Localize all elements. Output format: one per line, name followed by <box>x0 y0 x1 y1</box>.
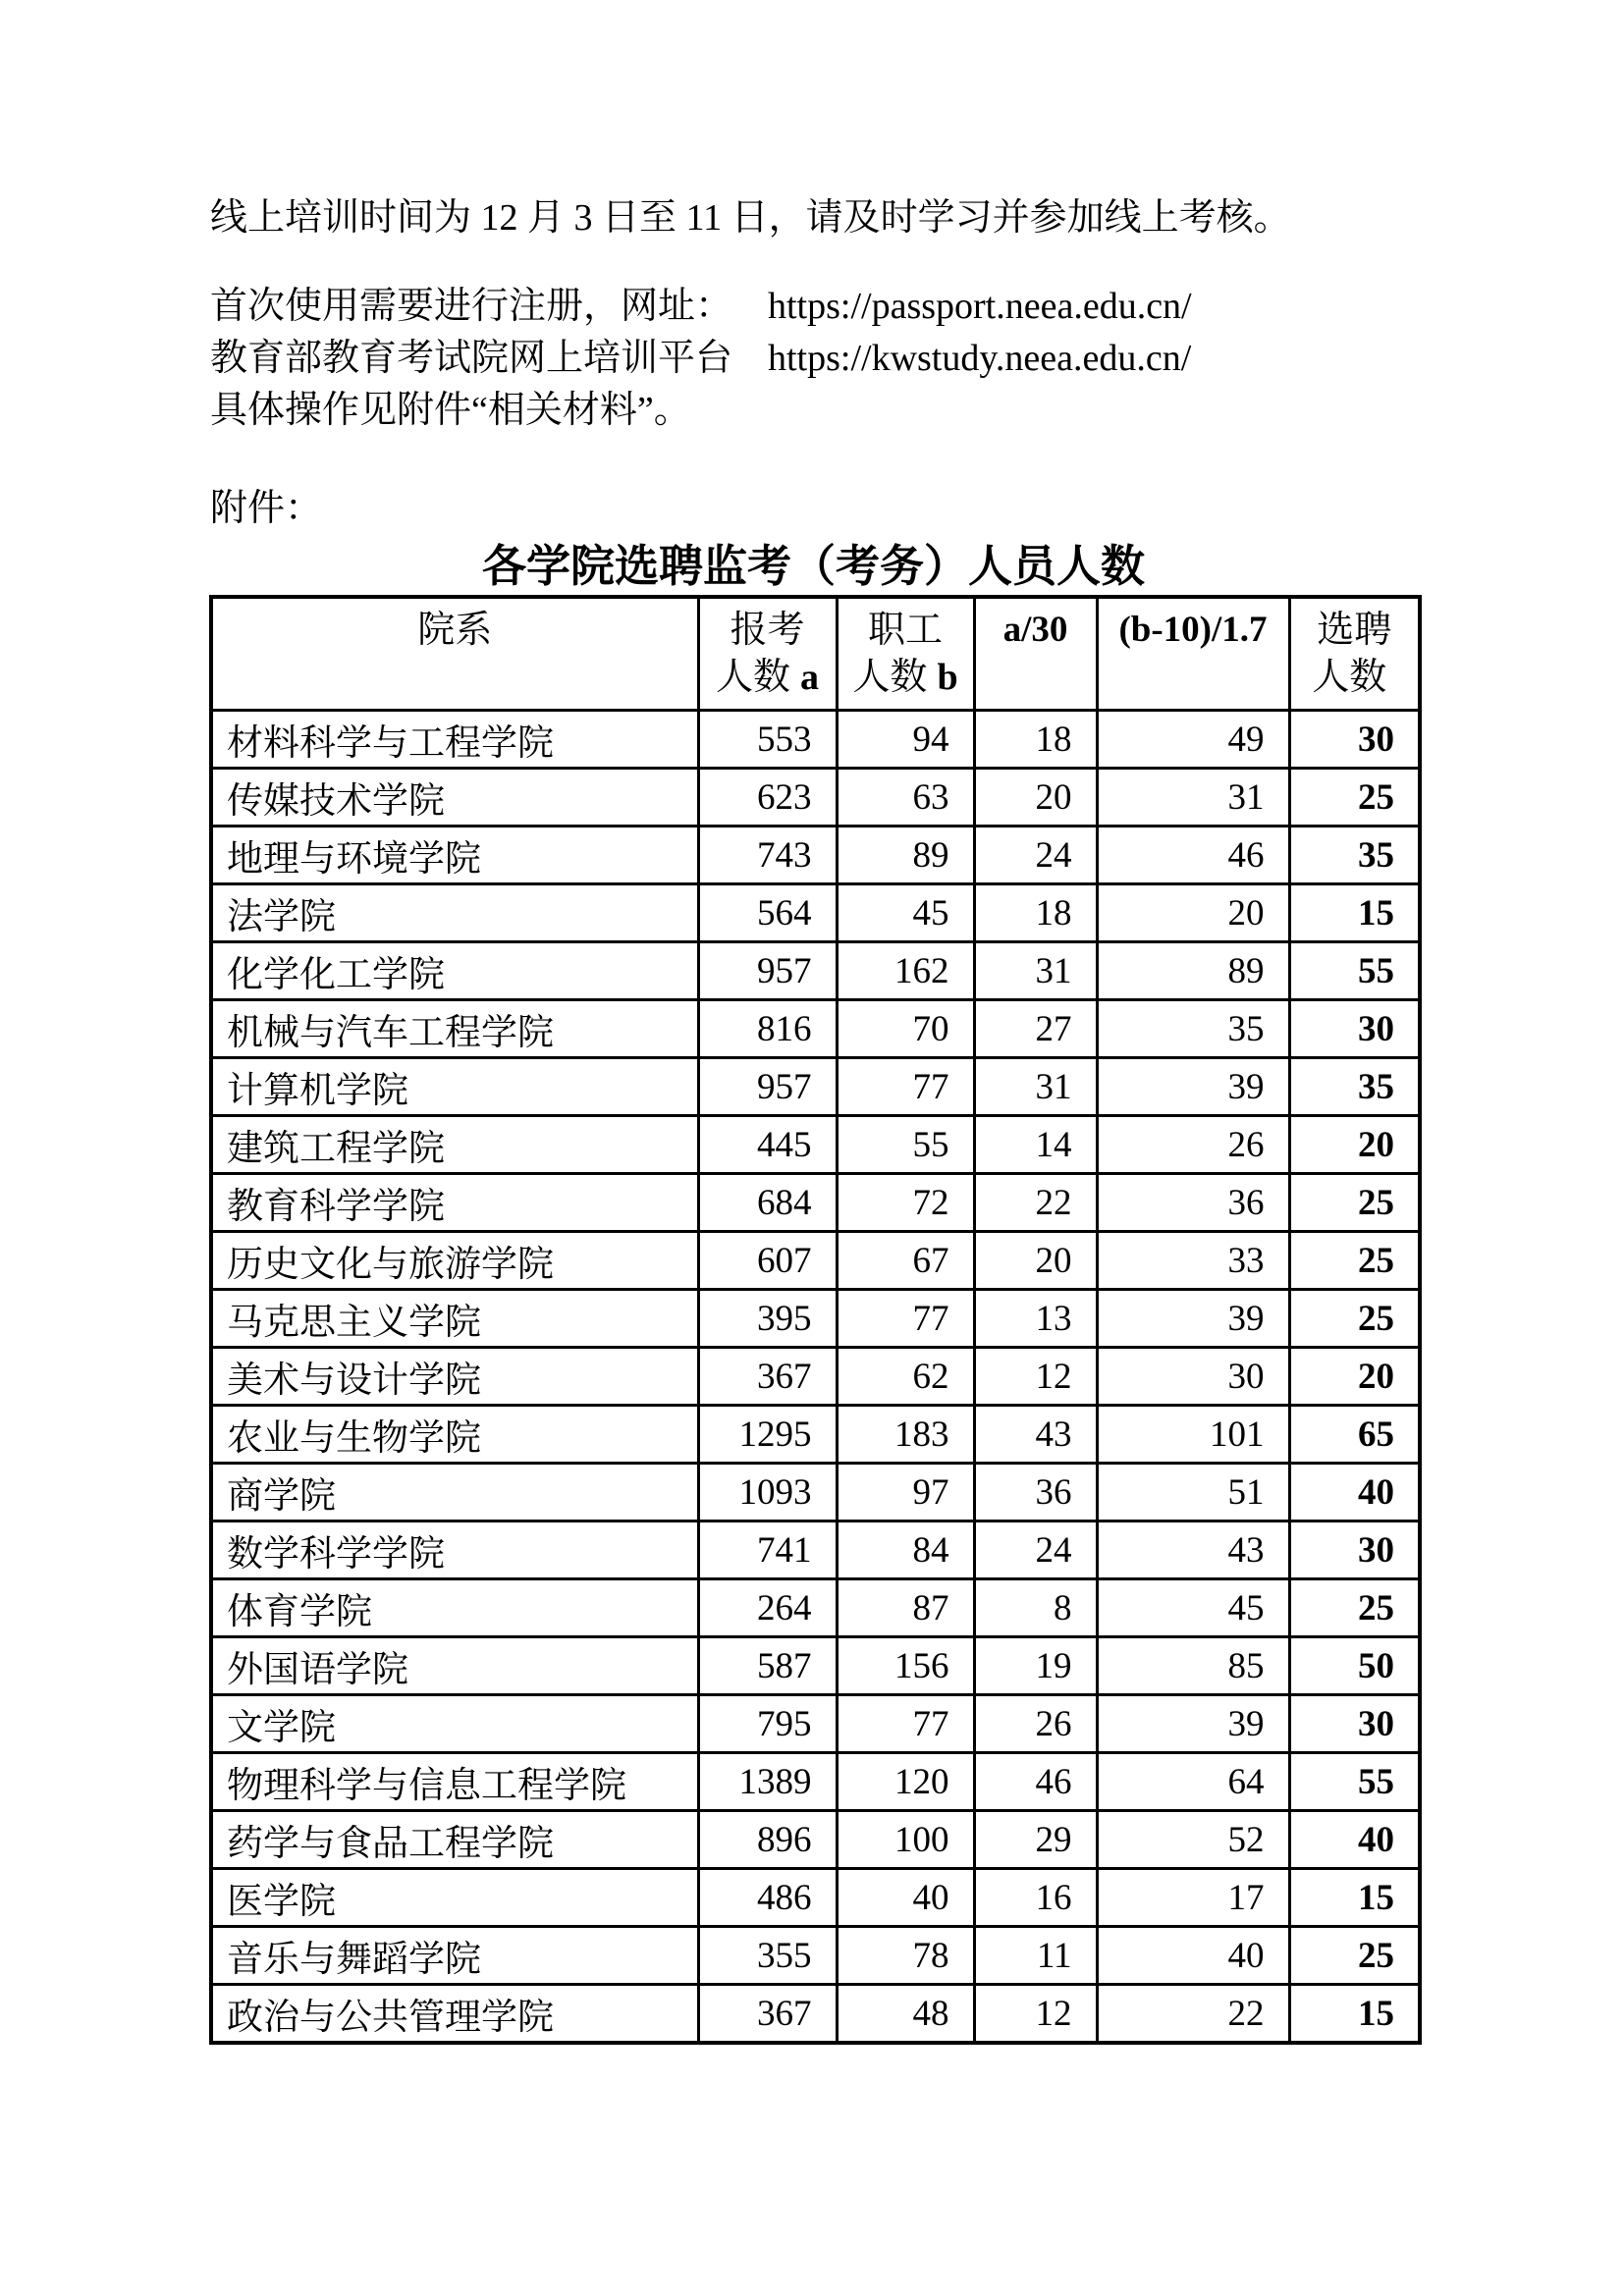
b-formula-cell: 39 <box>1097 1290 1289 1348</box>
selected-count-cell: 15 <box>1289 1985 1420 2044</box>
a-div-30-cell: 12 <box>974 1985 1097 2044</box>
selected-count-cell: 30 <box>1289 1695 1420 1753</box>
table-header-row <box>211 597 1420 711</box>
b-formula-cell: 26 <box>1097 1116 1289 1174</box>
staff-b-cell: 48 <box>837 1985 974 2044</box>
table-row <box>211 1522 1420 1579</box>
a-div-30-cell: 31 <box>974 942 1097 1000</box>
college-name-cell: 药学与食品工程学院 <box>211 1811 698 1869</box>
table-title: 各学院选聘监考（考务）人员人数 <box>481 542 1145 591</box>
registration-paragraph <box>210 281 1192 437</box>
b-formula-cell: 101 <box>1097 1406 1289 1464</box>
applicants-a-cell: 445 <box>698 1116 837 1174</box>
a-div-30-cell: 43 <box>974 1406 1097 1464</box>
college-name-cell: 音乐与舞蹈学院 <box>211 1927 698 1985</box>
table-row <box>211 827 1420 884</box>
applicants-a-cell: 743 <box>698 827 837 884</box>
selected-count-cell: 15 <box>1289 884 1420 942</box>
a-div-30-cell: 12 <box>974 1348 1097 1406</box>
applicants-a-cell: 1389 <box>698 1753 837 1811</box>
applicants-a-cell: 486 <box>698 1869 837 1927</box>
college-name-cell: 美术与设计学院 <box>211 1348 698 1406</box>
applicants-a-cell: 355 <box>698 1927 837 1985</box>
b-formula-cell: 89 <box>1097 942 1289 1000</box>
b-formula-cell: 36 <box>1097 1174 1289 1232</box>
selected-count-cell: 15 <box>1289 1869 1420 1927</box>
applicants-a-cell: 896 <box>698 1811 837 1869</box>
staff-b-cell: 67 <box>837 1232 974 1290</box>
register-label: 首次使用需要进行注册，网址： <box>210 286 733 327</box>
college-name-cell: 机械与汽车工程学院 <box>211 1000 698 1058</box>
a-div-30-cell: 18 <box>974 884 1097 942</box>
selected-count-cell: 50 <box>1289 1637 1420 1695</box>
a-div-30-cell: 8 <box>974 1579 1097 1637</box>
b-formula-cell: 17 <box>1097 1869 1289 1927</box>
table-row <box>211 1695 1420 1753</box>
a-div-30-cell: 24 <box>974 1522 1097 1579</box>
table-row <box>211 1116 1420 1174</box>
b-formula-cell: 49 <box>1097 711 1289 769</box>
col-header-selected-count: 选聘 人数 <box>1289 597 1420 711</box>
a-div-30-cell: 11 <box>974 1927 1097 1985</box>
college-name-cell: 商学院 <box>211 1464 698 1522</box>
college-name-cell: 农业与生物学院 <box>211 1406 698 1464</box>
col-header-department: 院系 <box>211 597 698 711</box>
college-name-cell: 化学化工学院 <box>211 942 698 1000</box>
b-formula-cell: 39 <box>1097 1695 1289 1753</box>
applicants-a-cell: 587 <box>698 1637 837 1695</box>
register-line <box>210 281 1192 333</box>
a-div-30-cell: 31 <box>974 1058 1097 1116</box>
staff-b-cell: 78 <box>837 1927 974 1985</box>
b-formula-cell: 85 <box>1097 1637 1289 1695</box>
platform-label: 教育部教育考试院网上培训平台 <box>210 338 733 379</box>
applicants-a-cell: 684 <box>698 1174 837 1232</box>
col-header-a-div-30: a/30 <box>974 597 1097 711</box>
a-div-30-cell: 26 <box>974 1695 1097 1753</box>
staff-b-cell: 77 <box>837 1695 974 1753</box>
applicants-a-cell: 564 <box>698 884 837 942</box>
college-name-cell: 传媒技术学院 <box>211 769 698 827</box>
table-row <box>211 1058 1420 1116</box>
staff-b-cell: 156 <box>837 1637 974 1695</box>
selected-count-cell: 40 <box>1289 1811 1420 1869</box>
selected-count-cell: 30 <box>1289 1522 1420 1579</box>
college-name-cell: 政治与公共管理学院 <box>211 1985 698 2044</box>
table-row <box>211 1579 1420 1637</box>
table-row <box>211 1637 1420 1695</box>
selected-count-cell: 35 <box>1289 827 1420 884</box>
register-url: https://passport.neea.edu.cn/ <box>768 286 1192 327</box>
college-name-cell: 材料科学与工程学院 <box>211 711 698 769</box>
a-div-30-cell: 27 <box>974 1000 1097 1058</box>
table-row <box>211 1000 1420 1058</box>
applicants-a-cell: 367 <box>698 1348 837 1406</box>
college-name-cell: 体育学院 <box>211 1579 698 1637</box>
col-header-staff-b: 职工 人数 b <box>837 597 974 711</box>
platform-url: https://kwstudy.neea.edu.cn/ <box>768 338 1192 379</box>
selected-count-cell: 25 <box>1289 769 1420 827</box>
table-row <box>211 884 1420 942</box>
table-row <box>211 1290 1420 1348</box>
staff-b-cell: 87 <box>837 1579 974 1637</box>
staff-b-cell: 162 <box>837 942 974 1000</box>
staff-b-cell: 84 <box>837 1522 974 1579</box>
col-header-b-formula: (b-10)/1.7 <box>1097 597 1289 711</box>
table-row <box>211 1985 1420 2044</box>
platform-line <box>210 333 1192 385</box>
b-formula-cell: 22 <box>1097 1985 1289 2044</box>
college-name-cell: 外国语学院 <box>211 1637 698 1695</box>
college-name-cell: 历史文化与旅游学院 <box>211 1232 698 1290</box>
staff-b-cell: 77 <box>837 1058 974 1116</box>
applicants-a-cell: 1295 <box>698 1406 837 1464</box>
b-formula-cell: 30 <box>1097 1348 1289 1406</box>
b-formula-cell: 51 <box>1097 1464 1289 1522</box>
table-row <box>211 1753 1420 1811</box>
applicants-a-cell: 623 <box>698 769 837 827</box>
table-row <box>211 711 1420 769</box>
selected-count-cell: 30 <box>1289 711 1420 769</box>
selected-count-cell: 25 <box>1289 1232 1420 1290</box>
staff-b-cell: 72 <box>837 1174 974 1232</box>
b-formula-cell: 33 <box>1097 1232 1289 1290</box>
b-formula-cell: 20 <box>1097 884 1289 942</box>
table-row <box>211 1927 1420 1985</box>
staff-selection-table <box>209 595 1422 2045</box>
a-div-30-cell: 14 <box>974 1116 1097 1174</box>
college-name-cell: 地理与环境学院 <box>211 827 698 884</box>
staff-b-cell: 94 <box>837 711 974 769</box>
selected-count-cell: 55 <box>1289 1753 1420 1811</box>
b-formula-cell: 39 <box>1097 1058 1289 1116</box>
a-div-30-cell: 29 <box>974 1811 1097 1869</box>
applicants-a-cell: 264 <box>698 1579 837 1637</box>
attachment-note: 具体操作见附件“相关材料”。 <box>210 390 691 431</box>
table-row <box>211 1464 1420 1522</box>
b-formula-cell: 64 <box>1097 1753 1289 1811</box>
college-name-cell: 建筑工程学院 <box>211 1116 698 1174</box>
a-div-30-cell: 20 <box>974 1232 1097 1290</box>
staff-b-cell: 62 <box>837 1348 974 1406</box>
staff-b-cell: 45 <box>837 884 974 942</box>
staff-b-cell: 97 <box>837 1464 974 1522</box>
b-formula-cell: 35 <box>1097 1000 1289 1058</box>
applicants-a-cell: 367 <box>698 1985 837 2044</box>
selected-count-cell: 30 <box>1289 1000 1420 1058</box>
applicants-a-cell: 553 <box>698 711 837 769</box>
applicants-a-cell: 1093 <box>698 1464 837 1522</box>
college-name-cell: 法学院 <box>211 884 698 942</box>
a-div-30-cell: 19 <box>974 1637 1097 1695</box>
staff-b-cell: 77 <box>837 1290 974 1348</box>
selected-count-cell: 65 <box>1289 1406 1420 1464</box>
selected-count-cell: 25 <box>1289 1290 1420 1348</box>
staff-b-cell: 89 <box>837 827 974 884</box>
a-div-30-cell: 24 <box>974 827 1097 884</box>
college-name-cell: 马克思主义学院 <box>211 1290 698 1348</box>
selected-count-cell: 25 <box>1289 1174 1420 1232</box>
table-row <box>211 769 1420 827</box>
applicants-a-cell: 395 <box>698 1290 837 1348</box>
table-row <box>211 1811 1420 1869</box>
selected-count-cell: 25 <box>1289 1579 1420 1637</box>
table-row <box>211 1869 1420 1927</box>
b-formula-cell: 46 <box>1097 827 1289 884</box>
b-formula-cell: 45 <box>1097 1579 1289 1637</box>
a-div-30-cell: 16 <box>974 1869 1097 1927</box>
b-formula-cell: 31 <box>1097 769 1289 827</box>
applicants-a-cell: 741 <box>698 1522 837 1579</box>
college-name-cell: 物理科学与信息工程学院 <box>211 1753 698 1811</box>
staff-b-cell: 70 <box>837 1000 974 1058</box>
staff-b-cell: 63 <box>837 769 974 827</box>
staff-b-cell: 55 <box>837 1116 974 1174</box>
a-div-30-cell: 36 <box>974 1464 1097 1522</box>
college-name-cell: 医学院 <box>211 1869 698 1927</box>
a-div-30-cell: 46 <box>974 1753 1097 1811</box>
table-row <box>211 1348 1420 1406</box>
college-name-cell: 数学科学学院 <box>211 1522 698 1579</box>
staff-b-cell: 40 <box>837 1869 974 1927</box>
selected-count-cell: 40 <box>1289 1464 1420 1522</box>
training-time-paragraph: 线上培训时间为 12 月 3 日至 11 日，请及时学习并参加线上考核。 <box>210 197 1291 239</box>
a-div-30-cell: 22 <box>974 1174 1097 1232</box>
a-div-30-cell: 20 <box>974 769 1097 827</box>
a-div-30-cell: 13 <box>974 1290 1097 1348</box>
applicants-a-cell: 957 <box>698 942 837 1000</box>
selected-count-cell: 35 <box>1289 1058 1420 1116</box>
college-name-cell: 教育科学学院 <box>211 1174 698 1232</box>
selected-count-cell: 25 <box>1289 1927 1420 1985</box>
a-div-30-cell: 18 <box>974 711 1097 769</box>
staff-b-cell: 100 <box>837 1811 974 1869</box>
applicants-a-cell: 957 <box>698 1058 837 1116</box>
b-formula-cell: 40 <box>1097 1927 1289 1985</box>
attachment-label: 附件： <box>210 488 323 529</box>
b-formula-cell: 43 <box>1097 1522 1289 1579</box>
table-row <box>211 942 1420 1000</box>
col-header-applicants-a: 报考 人数 a <box>698 597 837 711</box>
applicants-a-cell: 816 <box>698 1000 837 1058</box>
applicants-a-cell: 607 <box>698 1232 837 1290</box>
staff-b-cell: 120 <box>837 1753 974 1811</box>
staff-b-cell: 183 <box>837 1406 974 1464</box>
selected-count-cell: 55 <box>1289 942 1420 1000</box>
table-row <box>211 1174 1420 1232</box>
applicants-a-cell: 795 <box>698 1695 837 1753</box>
selected-count-cell: 20 <box>1289 1348 1420 1406</box>
selected-count-cell: 20 <box>1289 1116 1420 1174</box>
college-name-cell: 计算机学院 <box>211 1058 698 1116</box>
table-row <box>211 1232 1420 1290</box>
college-name-cell: 文学院 <box>211 1695 698 1753</box>
b-formula-cell: 52 <box>1097 1811 1289 1869</box>
table-row <box>211 1406 1420 1464</box>
